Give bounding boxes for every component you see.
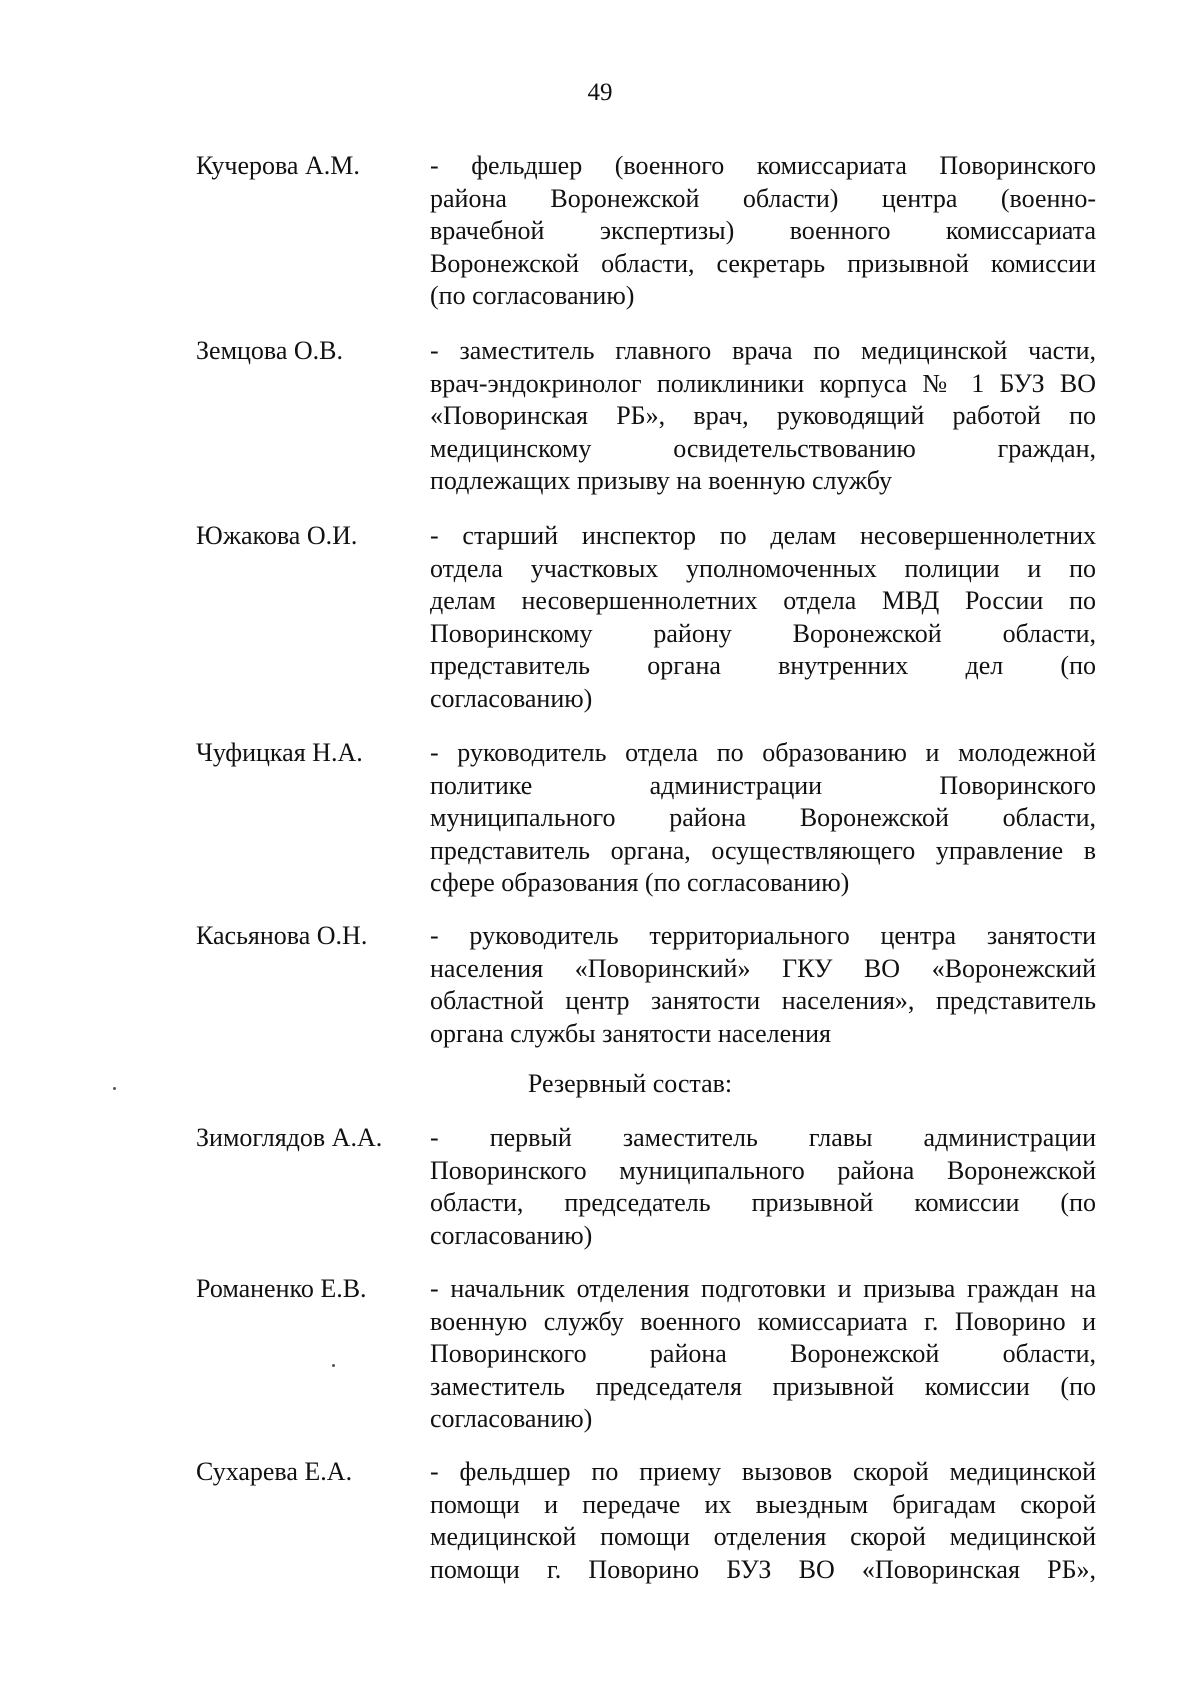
description-line: - фельдшер по приему вызовов скорой медицинской [430,1457,1096,1486]
member-description [430,335,1096,498]
member-name: Кучерова А.М. [196,151,360,180]
description-line: муниципального района Воронежской области, [430,803,1096,832]
description-line: - руководитель территориального центра занятости [430,921,1096,950]
scan-speck [332,1364,335,1367]
member-name: Зимоглядов А.А. [196,1123,383,1152]
page-number: 49 [587,79,613,106]
description-line: (по согласованию) [430,281,635,310]
description-line: населения «Поворинский» ГКУ ВО «Воронежский [430,953,1096,983]
description-line: согласованию) [430,1220,593,1250]
member-description [430,1456,1096,1586]
description-line: областной центр занятости населения», представитель [430,986,1096,1015]
description-line: согласованию) [430,1404,593,1433]
description-line: помощи и передаче их выездным бригадам скорой [430,1489,1096,1519]
description-line: врач-эндокринолог поликлиники корпуса № 1 БУЗ ВО [430,368,1096,398]
reserve-heading: Резервный состав: [527,1069,733,1098]
description-line: врачебной экспертизы) военного комиссариата [430,216,1096,245]
description-line: помощи г. Поворино БУЗ ВО «Поворинская РБ», [430,1554,1096,1584]
description-line: заместитель председателя призывной комиссии (по [430,1371,1096,1401]
description-line: - фельдшер (военного комиссариата Поворинского [430,151,1096,180]
member-name: Романенко Е.В. [196,1274,367,1303]
member-description [430,737,1096,900]
description-line: отдела участковых уполномоченных полиции и по [430,553,1096,583]
description-line: подлежащих призыву на военную службу [430,466,892,495]
description-line: - первый заместитель главы администрации [430,1123,1096,1152]
description-line: представитель органа внутренних дел (по [430,651,1096,680]
description-line: медицинской помощи отделения скорой медицинской [430,1522,1096,1551]
scan-speck [113,1087,116,1090]
description-line: - заместитель главного врача по медицинской части, [430,336,1096,365]
description-line: Поворинскому району Воронежской области, [430,618,1096,648]
description-line: области, председатель призывной комиссии (по [430,1188,1096,1217]
description-line: Поворинского района Воронежской области, [430,1339,1096,1368]
member-name: Чуфицкая Н.А. [196,738,363,767]
description-line: органа службы занятости населения [430,1018,831,1048]
member-name: Сухарева Е.А. [196,1457,353,1486]
member-name: Южакова О.И. [196,521,358,550]
member-description [430,520,1096,715]
description-line: - старший инспектор по делам несовершеннолетних [430,521,1096,550]
member-name: Касьянова О.Н. [196,921,368,950]
description-line: согласованию) [430,683,593,713]
description-line: политике администрации Поворинского [430,770,1096,800]
member-name: Земцова О.В. [196,336,344,365]
member-description [430,1122,1096,1252]
description-line: медицинскому освидетельствованию граждан, [430,433,1096,463]
description-line: района Воронежской области) центра (военно- [430,183,1096,213]
description-line: Поворинского муниципального района Воронежской [430,1155,1096,1185]
description-line: «Поворинская РБ», врач, руководящий работой по [430,401,1096,430]
description-line: - начальник отделения подготовки и призыва граждан на [430,1274,1096,1303]
description-line: сфере образования (по согласованию) [430,868,850,897]
description-line: представитель органа, осуществляющего управление в [430,835,1096,865]
description-line: Воронежской области, секретарь призывной комиссии [430,248,1096,278]
description-line: военную службу военного комиссариата г. Поворино и [430,1306,1096,1336]
member-description [430,150,1096,313]
member-description [430,1273,1096,1436]
description-line: - руководитель отдела по образованию и молодежной [430,738,1096,767]
member-description [430,920,1096,1050]
description-line: делам несовершеннолетних отдела МВД России по [430,586,1096,615]
